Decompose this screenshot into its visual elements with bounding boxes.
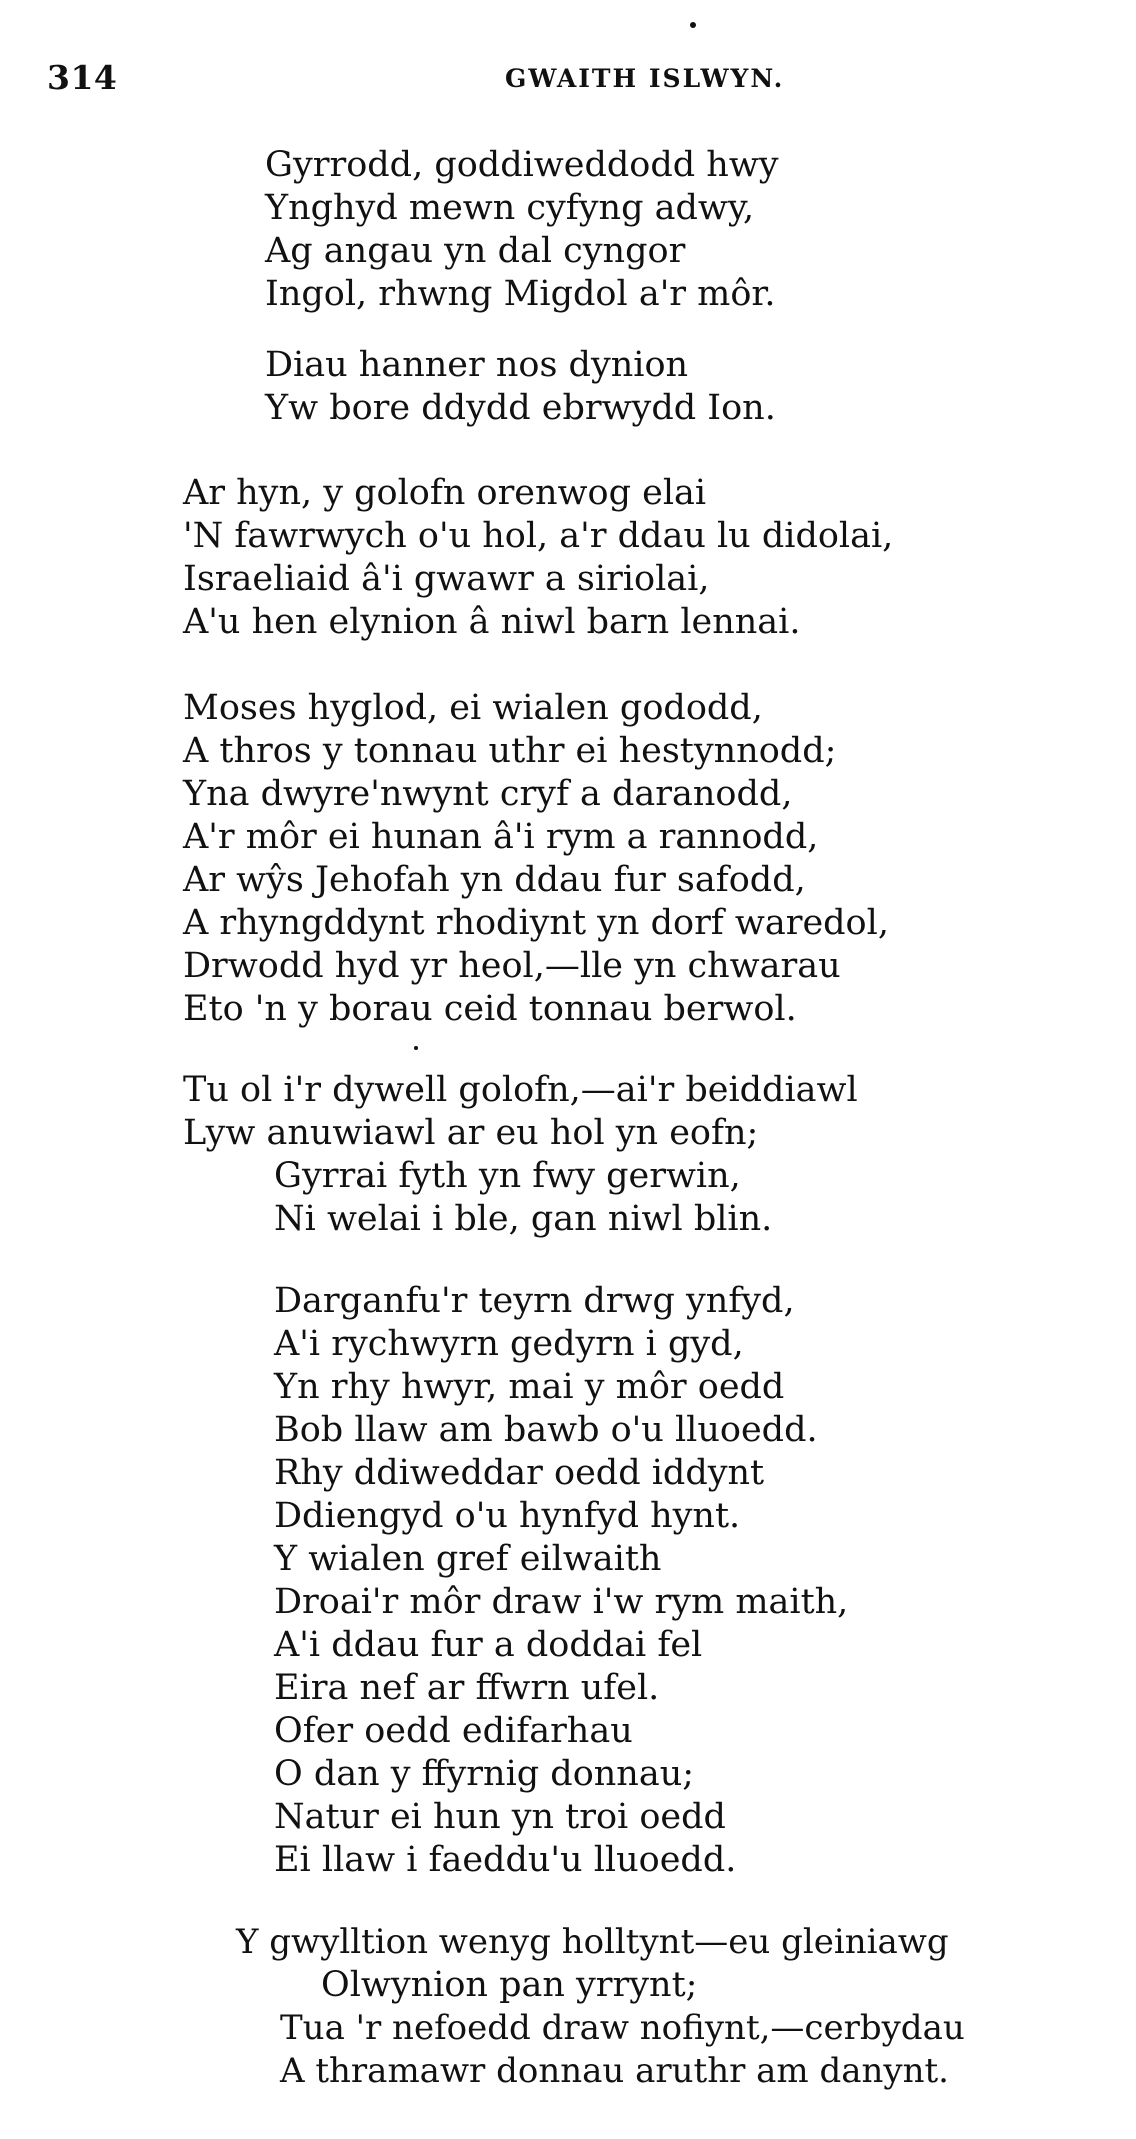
verse-line: 'N fawrwych o'u hol, a'r ddau lu didolai,	[183, 516, 894, 556]
page-header	[0, 58, 1136, 98]
verse-line: Natur ei hun yn troi oedd	[274, 1797, 726, 1837]
verse-line: A'r môr ei hunan â'i rym a rannodd,	[183, 817, 819, 857]
verse-line: Gyrrai fyth yn fwy gerwin,	[274, 1156, 741, 1196]
verse-line: A'i rychwyrn gedyrn i gyd,	[274, 1324, 744, 1364]
verse-line: A'i ddau fur a doddai fel	[274, 1625, 703, 1665]
verse-line: Yn rhy hwyr, mai y môr oedd	[274, 1367, 785, 1407]
verse-line: A rhyngddynt rhodiynt yn dorf waredol,	[183, 903, 889, 943]
verse-line: Rhy ddiweddar oedd iddynt	[274, 1453, 765, 1493]
verse-line: Tua 'r nefoedd draw nofiynt,—cerbydau	[280, 2008, 965, 2048]
verse-line: Gyrrodd, goddiweddodd hwy	[265, 145, 779, 185]
verse-line: A thramawr donnau aruthr am danynt.	[280, 2051, 949, 2091]
running-title: GWAITH ISLWYN.	[505, 64, 785, 93]
verse-line: Diau hanner nos dynion	[265, 345, 689, 385]
verse-line: Ofer oedd edifarhau	[274, 1711, 633, 1751]
verse-line: Ingol, rhwng Migdol a'r môr.	[265, 274, 776, 314]
verse-line: Yw bore ddydd ebrwydd Ion.	[265, 388, 776, 428]
verse-line: Droai'r môr draw i'w rym maith,	[274, 1582, 849, 1622]
verse-line: Olwynion pan yrrynt;	[321, 1965, 698, 2005]
verse-line: Yna dwyre'nwynt cryf a daranodd,	[183, 774, 793, 814]
verse-line: Ynghyd mewn cyfyng adwy,	[265, 188, 755, 228]
verse-line: Darganfu'r teyrn drwg ynfyd,	[274, 1281, 795, 1321]
verse-line: Ei llaw i faeddu'u lluoedd.	[274, 1840, 737, 1880]
verse-line: Y gwylltion wenyg holltynt—eu gleiniawg	[236, 1922, 949, 1962]
verse-line: Ag angau yn dal cyngor	[265, 231, 686, 271]
verse-line: Bob llaw am bawb o'u lluoedd.	[274, 1410, 818, 1450]
verse-line: Ni welai i ble, gan niwl blin.	[274, 1199, 773, 1239]
verse-line: Ar wŷs Jehofah yn ddau fur safodd,	[183, 860, 806, 900]
verse-line: Eto 'n y borau ceid tonnau berwol.	[183, 989, 797, 1029]
verse-line: Moses hyglod, ei wialen gododd,	[183, 688, 763, 728]
verse-line: O dan y ffyrnig donnau;	[274, 1754, 695, 1794]
top-ink-dot	[690, 22, 696, 28]
verse-line: Israeliaid â'i gwawr a siriolai,	[183, 559, 710, 599]
stray-ink-dot	[414, 1046, 418, 1050]
verse-line: A'u hen elynion â niwl barn lennai.	[183, 602, 801, 642]
verse-line: A thros y tonnau uthr ei hestynnodd;	[183, 731, 837, 771]
verse-line: Eira nef ar ffwrn ufel.	[274, 1668, 660, 1708]
verse-line: Tu ol i'r dywell golofn,—ai'r beiddiawl	[183, 1070, 858, 1110]
verse-line: Drwodd hyd yr heol,—lle yn chwarau	[183, 946, 841, 986]
verse-line: Y wialen gref eilwaith	[274, 1539, 662, 1579]
verse-line: Lyw anuwiawl ar eu hol yn eofn;	[183, 1113, 759, 1153]
page-number: 314	[47, 58, 118, 97]
verse-line: Ddiengyd o'u hynfyd hynt.	[274, 1496, 741, 1536]
verse-line: Ar hyn, y golofn orenwog elai	[183, 473, 707, 513]
